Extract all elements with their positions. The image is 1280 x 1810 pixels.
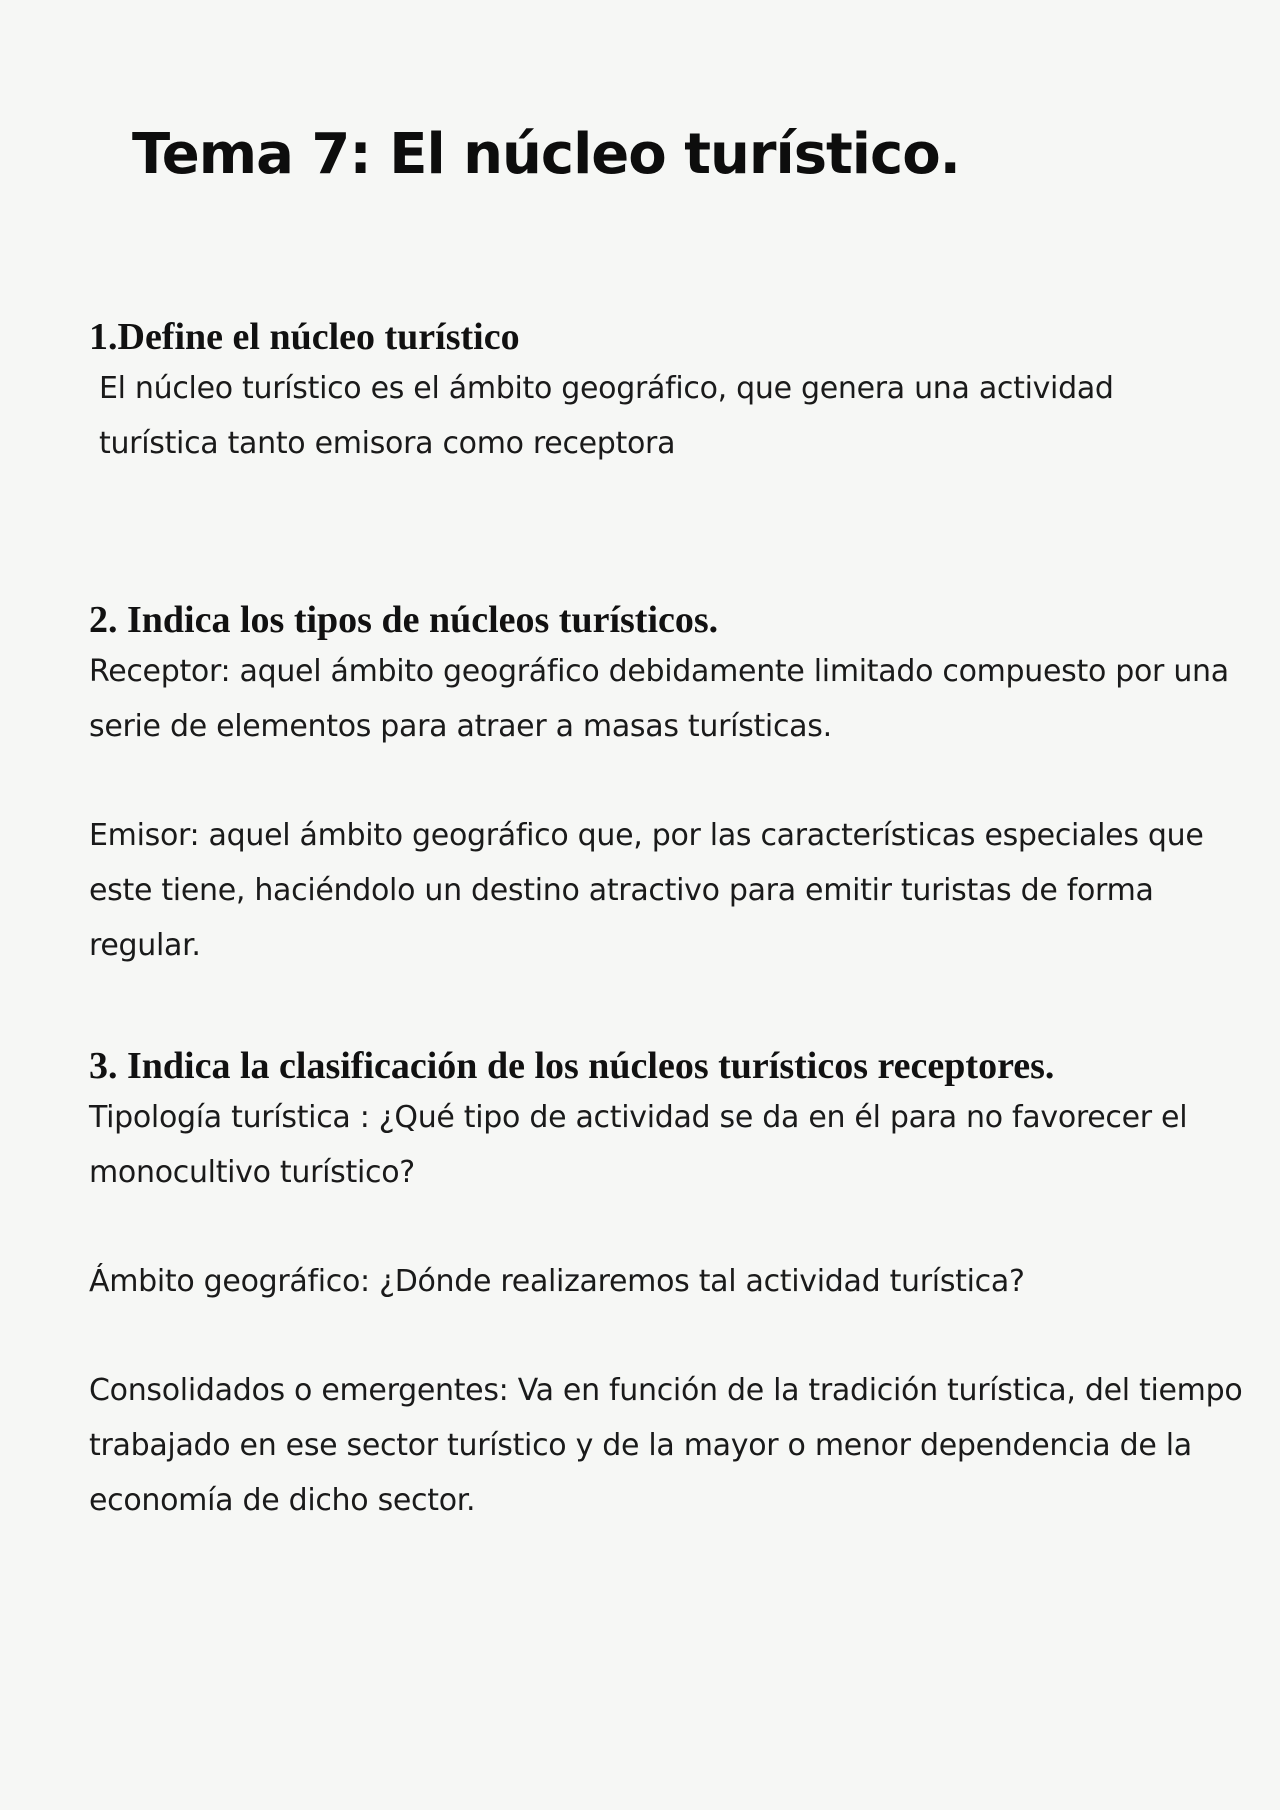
section-paragraph: Ámbito geográfico: ¿Dónde realizaremos tal actividad turística? xyxy=(89,1264,1025,1299)
section-heading: 3. Indica la clasificación de los núcleos turísticos receptores. xyxy=(89,1045,1055,1087)
section-paragraph: Tipología turística : ¿Qué tipo de actividad se da en él para no favorecer el monocultivo turístico? xyxy=(89,1100,1188,1190)
section-heading: 1.Define el núcleo turístico xyxy=(89,316,520,358)
paragraph-spacer xyxy=(89,754,1269,808)
page-title: Tema 7: El núcleo turístico. xyxy=(132,122,960,187)
section-paragraph: El núcleo turístico es el ámbito geográfico, que genera una actividad turística tanto emisora como receptora xyxy=(99,371,1114,461)
paragraph-spacer xyxy=(89,1309,1269,1363)
section-heading: 2. Indica los tipos de núcleos turísticos. xyxy=(89,599,719,641)
section-paragraph: Emisor: aquel ámbito geográfico que, por las características especiales que este tiene, haciéndolo un destino atractivo para emitir turistas de forma regular. xyxy=(89,818,1204,963)
section-paragraph: Consolidados o emergentes: Va en función de la tradición turística, del tiempo trabajado en ese sector turístico y de la mayor o menor dependencia de la economía de dicho sector. xyxy=(89,1373,1243,1518)
section-types xyxy=(89,596,1269,973)
paragraph-spacer xyxy=(89,1200,1269,1254)
section-define xyxy=(89,313,1269,471)
section-classification xyxy=(89,1042,1269,1528)
section-paragraph: Receptor: aquel ámbito geográfico debidamente limitado compuesto por una serie de elementos para atraer a masas turísticas. xyxy=(89,654,1229,744)
